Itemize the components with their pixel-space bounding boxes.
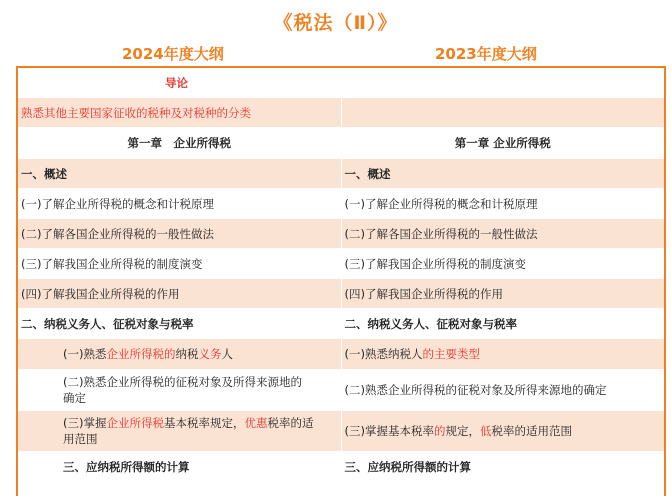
table-row	[18, 411, 664, 452]
highlight-span: 企业所得税	[106, 416, 164, 430]
highlight-span: 义务	[198, 347, 222, 361]
highlight-span: 低	[479, 424, 492, 438]
table-row	[18, 279, 664, 309]
table-row	[18, 189, 664, 219]
text-span: (一)熟悉	[63, 347, 107, 361]
table-row	[18, 68, 664, 98]
table-cell: (四)了解我国企业所得税的作用	[341, 279, 664, 309]
table-cell: 熟悉其他主要国家征收的税种及对税种的分类	[18, 98, 341, 128]
text-span: (三)掌握基本税率	[344, 424, 434, 438]
table-row	[18, 159, 664, 189]
table-row	[18, 370, 664, 411]
table-row	[18, 249, 664, 279]
comparison-table	[16, 66, 666, 496]
text-span: 税率的适用范围	[63, 416, 314, 446]
chapter-heading-right: 第一章 企业所得税	[341, 128, 664, 159]
table-cell: (三)了解我国企业所得税的制度演变	[18, 249, 341, 279]
page-title: 《税法（Ⅱ）》	[273, 12, 398, 34]
table-cell: (二)了解各国企业所得税的一般性做法	[18, 219, 341, 249]
highlight-span: 的主要类型	[422, 347, 480, 361]
intro-heading: 导论	[18, 68, 664, 98]
section-heading-right: 一、概述	[341, 159, 664, 189]
table-cell	[18, 411, 341, 452]
text-span: 税率的适用范围	[491, 424, 572, 438]
table-cell: (二)了解各国企业所得税的一般性做法	[341, 219, 664, 249]
chapter-heading-left: 第一章 企业所得税	[18, 128, 341, 159]
table-row	[18, 309, 664, 339]
table-cell: (一)了解企业所得税的概念和计税原理	[18, 189, 341, 219]
column-title-2024: 2024年度大纲	[122, 45, 224, 63]
table-row	[18, 339, 664, 370]
table-cell	[18, 339, 341, 370]
column-title-2023: 2023年度大纲	[435, 45, 537, 63]
highlight-span: 的	[433, 424, 446, 438]
table-cell: (三)了解我国企业所得税的制度演变	[341, 249, 664, 279]
table-cell	[341, 98, 664, 128]
text-span: 基本税率规定，	[163, 416, 245, 430]
table-row	[18, 219, 664, 249]
table-row	[18, 452, 664, 482]
table-cell	[341, 339, 664, 370]
table-row	[18, 128, 664, 159]
text-span: (三)掌握	[63, 416, 107, 430]
table-cell: (四)了解我国企业所得税的作用	[18, 279, 341, 309]
section-heading-right: 三、应纳税所得额的计算	[341, 452, 664, 482]
text-span: (一)熟悉纳税人	[344, 347, 423, 361]
table-cell: (二)熟悉企业所得税的征税对象及所得来源地的确定	[18, 370, 341, 411]
section-heading-right: 二、纳税义务人、征税对象与税率	[341, 309, 664, 339]
table-cell: (二)熟悉企业所得税的征税对象及所得来源地的确定	[341, 370, 664, 411]
text-span: 人	[221, 347, 233, 361]
table-cell: (一)了解企业所得税的概念和计税原理	[341, 189, 664, 219]
table-row	[18, 98, 664, 128]
text-span: 纳税	[175, 347, 199, 361]
section-heading-left: 一、概述	[18, 159, 341, 189]
section-heading-left: 二、纳税义务人、征税对象与税率	[18, 309, 341, 339]
highlight-span: 企业所得税的	[106, 347, 176, 361]
highlight-span: 优惠	[244, 416, 268, 430]
text-span: 规定，	[445, 424, 480, 438]
table-cell	[341, 411, 664, 452]
section-heading-left: 三、应纳税所得额的计算	[18, 452, 341, 482]
